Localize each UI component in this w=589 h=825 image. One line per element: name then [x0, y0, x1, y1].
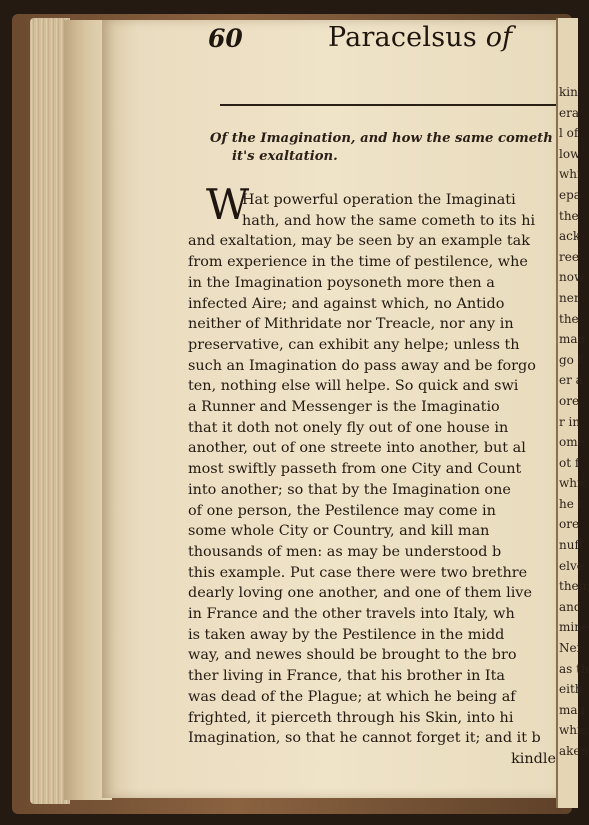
running-head: [110, 20, 550, 60]
body-line: kindle: [511, 750, 556, 767]
running-title: [328, 22, 512, 53]
facing-line: ner: [559, 290, 580, 305]
facing-page: [556, 18, 589, 808]
body-line: is taken away by the Pestilence in the midd: [188, 626, 505, 643]
body-line: this example. Put case there were two brethre: [188, 564, 528, 581]
body-line: neither of Mithridate nor Treacle, nor any in: [188, 316, 514, 333]
body-line: thousands of men: as may be understood b: [188, 543, 502, 560]
facing-line: their: [559, 579, 589, 594]
facing-line: kin: [559, 85, 578, 99]
facing-line: and: [559, 599, 582, 614]
facing-line: ree: [559, 249, 579, 264]
facing-line: er a: [559, 373, 583, 388]
body-line: ther living in France, that his brother in Ita: [188, 668, 505, 685]
section-heading-line-1: Of the Imagination, and how the same cometh: [210, 131, 553, 146]
facing-line: mag: [559, 702, 586, 717]
facing-line: ack: [559, 229, 581, 244]
facing-line: whic: [559, 723, 588, 738]
body-line: Imagination, so that he cannot forget it; and it b: [188, 730, 541, 747]
body-line: ten, nothing else will helpe. So quick and swi: [188, 378, 519, 395]
facing-line: nuft: [559, 538, 584, 553]
body-line: in the Imagination poysoneth more then a: [188, 274, 495, 291]
body-line: such an Imagination do pass away and be forgo: [188, 357, 536, 374]
facing-line: man: [559, 332, 586, 347]
body-line: preservative, can exhibit any helpe; unless th: [188, 336, 520, 353]
drop-cap: W: [206, 180, 250, 229]
body-line: frighted, it pierceth through his Skin, into hi: [188, 709, 514, 726]
facing-line: elve: [559, 558, 584, 573]
facing-line: now: [559, 270, 585, 285]
facing-line: low: [559, 146, 581, 161]
section-heading: [210, 130, 556, 166]
facing-line: ore: [559, 517, 580, 532]
body-line: from experience in the time of pestilence, whe: [188, 254, 528, 271]
body-line: in France and the other travels into Italy, wh: [188, 606, 515, 623]
running-title-main: Paracelsus: [328, 22, 477, 53]
facing-line: ome: [559, 435, 585, 450]
body-line: another, out of one streete into another, but al: [188, 440, 526, 457]
facing-line: mine: [559, 620, 589, 635]
body-line: into another; so that by the Imagination one: [188, 481, 511, 498]
facing-line: ot f: [559, 455, 580, 470]
section-heading-line-2: it's exaltation.: [232, 149, 338, 164]
facing-line: r in: [559, 414, 581, 429]
facing-line: Nei: [559, 641, 581, 656]
facing-line: epa: [559, 187, 581, 202]
body-line: that it doth not onely fly out of one house in: [188, 419, 509, 436]
header-rule: [220, 104, 556, 106]
body-line: and exaltation, may be seen by an example tak: [188, 233, 530, 250]
body-line: way, and newes should be brought to the bro: [188, 647, 517, 664]
body-line: hath, and how the same cometh to its hi: [242, 212, 536, 229]
body-line: of one person, the Pestilence may come in: [188, 502, 496, 519]
body-line: most swiftly passeth from one City and Count: [188, 461, 522, 478]
facing-line: the: [559, 311, 579, 326]
facing-line: l of: [559, 126, 579, 141]
facing-line: aken: [559, 744, 589, 758]
body-line: some whole City or Country, and kill man: [188, 523, 490, 540]
facing-page-text: [558, 18, 589, 762]
page-number: 60: [208, 24, 243, 53]
body-text: [188, 190, 556, 770]
facing-line: he t: [559, 496, 583, 511]
facing-line: whic: [559, 476, 588, 491]
body-line: infected Aire; and against which, no Antido: [188, 295, 505, 312]
facing-line: eith: [559, 682, 583, 697]
facing-line: go f: [559, 352, 583, 367]
running-title-suffix: of: [485, 22, 513, 53]
body-line: dearly loving one another, and one of them live: [188, 585, 532, 602]
facing-line: ore: [559, 393, 580, 408]
facing-line: the: [559, 208, 579, 223]
facing-line: whi: [559, 167, 581, 182]
body-line: a Runner and Messenger is the Imaginatio: [188, 399, 500, 416]
body-line: was dead of the Plague; at which he being af: [188, 688, 516, 705]
facing-line: era: [559, 105, 579, 120]
facing-line: as th: [559, 661, 589, 676]
body-line: Hat powerful operation the Imaginati: [242, 192, 516, 208]
